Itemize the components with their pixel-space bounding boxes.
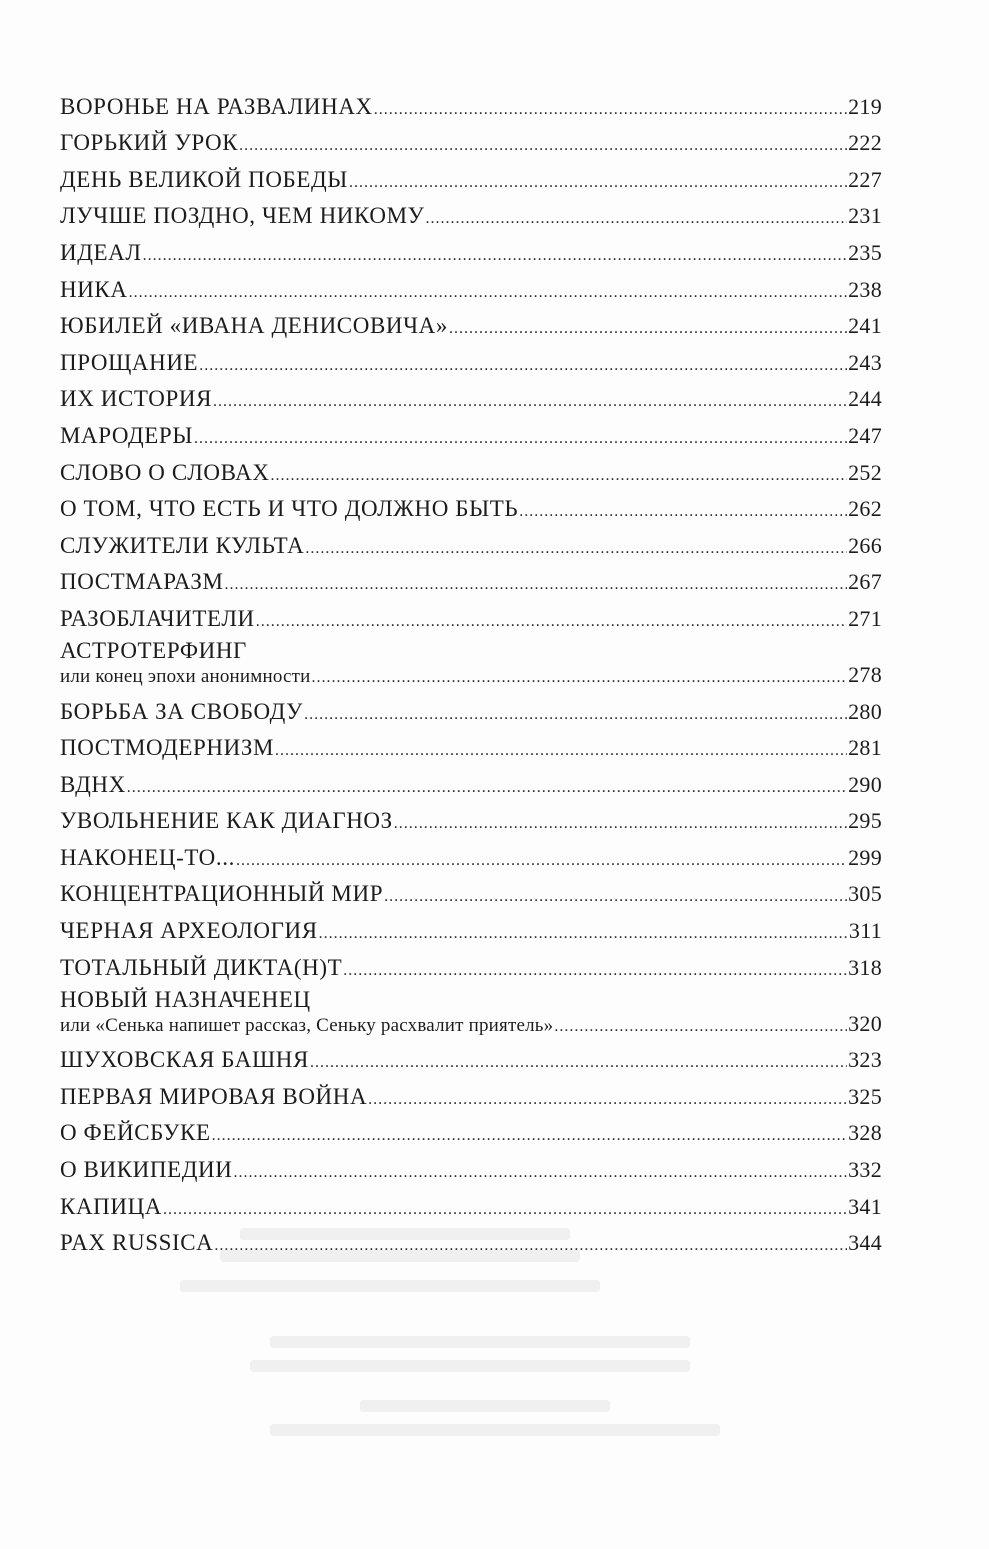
toc-entry-line bbox=[60, 1119, 882, 1147]
toc-entry-line bbox=[60, 276, 882, 304]
toc-entry-line bbox=[60, 954, 882, 982]
toc-page-number: 235 bbox=[848, 239, 882, 265]
dot-leader bbox=[127, 778, 847, 798]
dot-leader bbox=[236, 851, 847, 871]
toc-entry-line bbox=[60, 1229, 882, 1257]
toc-entry-title: АСТРОТЕРФИНГ bbox=[60, 637, 247, 663]
toc-entry-title: НИКА bbox=[60, 276, 128, 302]
toc-entry-title: БОРЬБА ЗА СВОБОДУ bbox=[60, 698, 304, 724]
toc-entry-title: УВОЛЬНЕНИЕ КАК ДИАГНОЗ bbox=[60, 808, 393, 834]
toc-page-number: 280 bbox=[848, 698, 882, 724]
toc-page-number: 311 bbox=[848, 918, 882, 944]
toc-entry-title: ЮБИЛЕЙ «ИВАНА ДЕНИСОВИЧА» bbox=[60, 313, 448, 339]
toc-entry bbox=[60, 837, 882, 874]
toc-entry bbox=[60, 525, 882, 562]
toc-entry-title: ИХ ИСТОРИЯ bbox=[60, 386, 213, 412]
toc-entry-title: ПРОЩАНИЕ bbox=[60, 349, 199, 375]
toc-entry-line bbox=[60, 880, 882, 908]
toc-page-number: 320 bbox=[848, 1010, 882, 1036]
toc-entry bbox=[60, 728, 882, 765]
toc-entry-title: ПОСТМОДЕРНИЗМ bbox=[60, 735, 275, 761]
toc-entry bbox=[60, 452, 882, 489]
toc-entry-title: ПОСТМАРАЗМ bbox=[60, 569, 224, 595]
toc-entry bbox=[60, 947, 882, 984]
dot-leader bbox=[256, 612, 847, 632]
toc-entry bbox=[60, 1076, 882, 1113]
toc-entry bbox=[60, 1113, 882, 1150]
toc-entry bbox=[60, 415, 882, 452]
toc-entry-line bbox=[60, 129, 882, 157]
toc-page-number: 231 bbox=[848, 203, 882, 229]
toc-entry bbox=[60, 691, 882, 728]
toc-entry bbox=[60, 1040, 882, 1077]
toc-entry bbox=[60, 342, 882, 379]
dot-leader bbox=[343, 961, 847, 981]
toc-entry-line bbox=[60, 495, 882, 523]
dot-leader bbox=[349, 173, 847, 193]
toc-entry-line bbox=[60, 1046, 882, 1074]
toc-page-number: 299 bbox=[848, 844, 882, 870]
toc-entry bbox=[60, 269, 882, 306]
toc-page-number: 244 bbox=[848, 386, 882, 412]
dot-leader bbox=[519, 502, 847, 522]
dot-leader bbox=[305, 539, 847, 559]
dot-leader bbox=[312, 668, 848, 688]
toc-entry-title: НОВЫЙ НАЗНАЧЕНЕЦ bbox=[60, 986, 311, 1012]
show-through-text bbox=[180, 1228, 740, 1458]
toc-entry-line bbox=[60, 698, 882, 726]
toc-entry-title: ДЕНЬ ВЕЛИКОЙ ПОБЕДЫ bbox=[60, 166, 348, 192]
dot-leader bbox=[271, 466, 848, 486]
toc-entry bbox=[60, 489, 882, 526]
toc-page-number: 341 bbox=[848, 1193, 882, 1219]
dot-leader bbox=[239, 136, 847, 156]
toc-entry bbox=[60, 562, 882, 599]
dot-leader bbox=[213, 392, 847, 412]
toc-entry-title: КОНЦЕНТРАЦИОННЫЙ МИР bbox=[60, 881, 384, 907]
toc-entry-title: ИДЕАЛ bbox=[60, 239, 142, 265]
dot-leader bbox=[275, 741, 847, 761]
toc-page-number: 271 bbox=[848, 605, 882, 631]
toc-page-number: 227 bbox=[848, 166, 882, 192]
toc-entry-line bbox=[60, 422, 882, 450]
dot-leader bbox=[163, 1200, 847, 1220]
toc-entry-line bbox=[60, 1083, 882, 1111]
toc-entry-title: ПЕРВАЯ МИРОВАЯ ВОЙНА bbox=[60, 1083, 368, 1109]
toc-entry-line bbox=[60, 239, 882, 267]
toc-page-number: 278 bbox=[848, 661, 882, 687]
toc-entry bbox=[60, 306, 882, 343]
toc-entry bbox=[60, 764, 882, 801]
toc-page-number: 247 bbox=[848, 422, 882, 448]
toc-entry-line bbox=[60, 349, 882, 377]
toc-page-number: 295 bbox=[848, 808, 882, 834]
toc-entry-line bbox=[60, 1156, 882, 1184]
toc-entry-title: ЛУЧШЕ ПОЗДНО, ЧЕМ НИКОМУ bbox=[60, 203, 425, 229]
toc-page-number: 323 bbox=[848, 1047, 882, 1073]
toc-entry-line bbox=[60, 1193, 882, 1221]
dot-leader bbox=[449, 319, 847, 339]
toc-entry-line bbox=[60, 1010, 882, 1038]
toc-page-number: 325 bbox=[848, 1083, 882, 1109]
toc-entry-title: МАРОДЕРЫ bbox=[60, 422, 193, 448]
toc-entry bbox=[60, 801, 882, 838]
toc-entry bbox=[60, 984, 882, 1040]
toc-entry-title: ВОРОНЬЕ НА РАЗВАЛИНАХ bbox=[60, 93, 373, 119]
dot-leader bbox=[374, 100, 847, 120]
toc-page-number: 328 bbox=[848, 1120, 882, 1146]
dot-leader bbox=[426, 209, 848, 229]
dot-leader bbox=[233, 1163, 847, 1183]
toc-entry bbox=[60, 86, 882, 123]
toc-entry bbox=[60, 598, 882, 635]
toc-entry-line bbox=[60, 734, 882, 762]
toc-entry-title: ШУХОВСКАЯ БАШНЯ bbox=[60, 1047, 309, 1073]
toc-entry bbox=[60, 232, 882, 269]
toc-entry-line bbox=[60, 93, 882, 121]
toc-entry-title: ЧЕРНАЯ АРХЕОЛОГИЯ bbox=[60, 918, 318, 944]
toc-entry bbox=[60, 196, 882, 233]
toc-entry-line bbox=[60, 844, 882, 872]
toc-page-number: 318 bbox=[848, 954, 882, 980]
toc-entry bbox=[60, 874, 882, 911]
dot-leader bbox=[225, 575, 848, 595]
toc-entry-line bbox=[60, 807, 882, 835]
toc-entry bbox=[60, 910, 882, 947]
toc-entry-line bbox=[60, 917, 882, 945]
toc-page-number: 222 bbox=[848, 130, 882, 156]
toc-entry-title: РАЗОБЛАЧИТЕЛИ bbox=[60, 605, 255, 631]
toc-page-number: 262 bbox=[848, 496, 882, 522]
toc-page-number: 266 bbox=[848, 532, 882, 558]
dot-leader bbox=[554, 1017, 847, 1037]
dot-leader bbox=[384, 887, 847, 907]
toc-page-number: 252 bbox=[848, 459, 882, 485]
toc-entry-title: НАКОНЕЦ-ТО... bbox=[60, 844, 235, 870]
toc-entry bbox=[60, 123, 882, 160]
toc-entry-line bbox=[60, 605, 882, 633]
toc-page-number: 290 bbox=[848, 771, 882, 797]
dot-leader bbox=[199, 356, 847, 376]
dot-leader bbox=[304, 705, 847, 725]
toc-page-number: 219 bbox=[848, 93, 882, 119]
dot-leader bbox=[143, 246, 848, 266]
toc-entry-line bbox=[60, 771, 882, 799]
toc-page-number: 344 bbox=[848, 1230, 882, 1256]
toc-entry-title: СЛОВО О СЛОВАХ bbox=[60, 459, 270, 485]
toc-entry-title: ГОРЬКИЙ УРОК bbox=[60, 130, 239, 156]
toc-entry bbox=[60, 1223, 882, 1260]
toc-entry bbox=[60, 635, 882, 691]
dot-leader bbox=[214, 1236, 847, 1256]
toc-page-number: 238 bbox=[848, 276, 882, 302]
toc-entry-title: ВДНХ bbox=[60, 771, 126, 797]
dot-leader bbox=[319, 924, 848, 944]
toc-entry bbox=[60, 1186, 882, 1223]
dot-leader bbox=[129, 283, 848, 303]
toc-entry-title: ТОТАЛЬНЫЙ ДИКТА(Н)Т bbox=[60, 954, 343, 980]
toc-entry-title: PAX RUSSICA bbox=[60, 1230, 214, 1256]
toc-entry-line bbox=[60, 459, 882, 487]
toc-entry-line bbox=[60, 312, 882, 340]
toc-page-number: 243 bbox=[848, 349, 882, 375]
toc-entry-title: О ВИКИПЕДИИ bbox=[60, 1157, 233, 1183]
toc-entry bbox=[60, 1149, 882, 1186]
toc-page-number: 332 bbox=[848, 1157, 882, 1183]
toc-entry-subtitle: или «Сенька напишет рассказ, Сеньку расхвалит приятель» bbox=[60, 1014, 554, 1036]
toc-page-number: 241 bbox=[848, 313, 882, 339]
toc-entry-line bbox=[60, 202, 882, 230]
dot-leader bbox=[212, 1126, 847, 1146]
toc-entry-line bbox=[60, 166, 882, 194]
dot-leader bbox=[368, 1090, 847, 1110]
toc-entry-subtitle: или конец эпохи анонимности bbox=[60, 665, 311, 687]
toc-entry-title: О ТОМ, ЧТО ЕСТЬ И ЧТО ДОЛЖНО БЫТЬ bbox=[60, 496, 519, 522]
dot-leader bbox=[194, 429, 847, 449]
toc-entry-line bbox=[60, 385, 882, 413]
dot-leader bbox=[310, 1053, 847, 1073]
toc-entry bbox=[60, 379, 882, 416]
toc-entry-title: О ФЕЙСБУКЕ bbox=[60, 1120, 211, 1146]
toc-page-number: 281 bbox=[848, 735, 882, 761]
toc-page-number: 267 bbox=[848, 569, 882, 595]
toc-entry-title: КАПИЦА bbox=[60, 1193, 162, 1219]
toc-entry-title: СЛУЖИТЕЛИ КУЛЬТА bbox=[60, 532, 305, 558]
toc-page-number: 305 bbox=[848, 881, 882, 907]
toc-entry bbox=[60, 159, 882, 196]
toc-entry-line bbox=[60, 661, 882, 689]
dot-leader bbox=[394, 814, 847, 834]
toc-entry-line bbox=[60, 532, 882, 560]
toc-entry-line bbox=[60, 568, 882, 596]
table-of-contents bbox=[60, 86, 882, 1259]
